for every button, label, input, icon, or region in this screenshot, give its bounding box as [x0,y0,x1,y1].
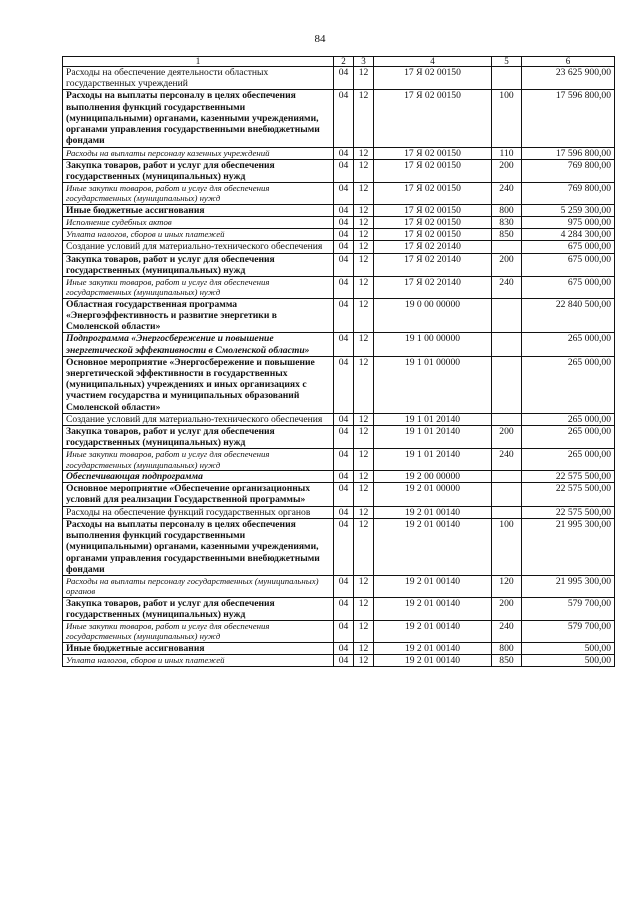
target-article-code: 19 2 01 00140 [374,654,492,666]
table-row [63,159,615,182]
subsection-code: 12 [354,449,374,471]
expense-type-code: 200 [492,253,522,276]
section-code: 04 [334,576,354,598]
target-article-code: 17 Я 02 20140 [374,253,492,276]
expense-type-code [492,298,522,333]
expense-type-code [492,483,522,506]
table-row [63,654,615,666]
row-name: Иные закупки товаров, работ и услуг для обеспечения государственных (муниципальных) нужд [63,449,334,471]
table-row [63,506,615,518]
target-article-code: 19 1 01 00000 [374,356,492,413]
expense-type-code: 120 [492,576,522,598]
amount: 17 596 800,00 [522,90,615,147]
section-code: 04 [334,241,354,253]
table-row [63,67,615,90]
amount: 265 000,00 [522,333,615,356]
amount: 500,00 [522,642,615,654]
target-article-code: 17 Я 02 00150 [374,90,492,147]
row-name: Закупка товаров, работ и услуг для обеспечения государственных (муниципальных) нужд [63,253,334,276]
section-code: 04 [334,216,354,228]
subsection-code: 12 [354,621,374,643]
table-row [63,229,615,241]
subsection-code: 12 [354,413,374,425]
row-name: Расходы на выплаты персоналу государственных (муниципальных) органов [63,576,334,598]
section-code: 04 [334,333,354,356]
subsection-code: 12 [354,183,374,205]
section-code: 04 [334,449,354,471]
target-article-code: 17 Я 02 00150 [374,183,492,205]
target-article-code: 19 2 01 00140 [374,518,492,575]
table-body [63,67,615,667]
page-number: 84 [314,33,326,45]
subsection-code: 12 [354,159,374,182]
row-name: Закупка товаров, работ и услуг для обеспечения государственных (муниципальных) нужд [63,426,334,449]
amount: 265 000,00 [522,449,615,471]
section-code: 04 [334,253,354,276]
subsection-code: 12 [354,277,374,299]
row-name: Иные закупки товаров, работ и услуг для обеспечения государственных (муниципальных) нужд [63,277,334,299]
table-row [63,621,615,643]
target-article-code: 19 1 00 00000 [374,333,492,356]
section-code: 04 [334,518,354,575]
subsection-code: 12 [354,654,374,666]
expense-type-code: 850 [492,654,522,666]
expense-type-code [492,356,522,413]
section-code: 04 [334,204,354,216]
table-row [63,471,615,483]
row-name: Исполнение судебных актов [63,216,334,228]
row-name: Создание условий для материально-технического обеспечения [63,241,334,253]
section-code: 04 [334,483,354,506]
expense-type-code: 200 [492,597,522,620]
amount: 4 284 300,00 [522,229,615,241]
amount: 21 995 300,00 [522,576,615,598]
amount: 675 000,00 [522,241,615,253]
table-row [63,183,615,205]
amount: 265 000,00 [522,413,615,425]
expense-type-code: 240 [492,449,522,471]
header-cell-6: 6 [522,57,615,67]
target-article-code: 17 Я 02 20140 [374,241,492,253]
amount: 22 840 500,00 [522,298,615,333]
target-article-code: 19 2 01 00000 [374,483,492,506]
subsection-code: 12 [354,241,374,253]
table-row [63,333,615,356]
subsection-code: 12 [354,204,374,216]
subsection-code: 12 [354,597,374,620]
amount: 17 596 800,00 [522,147,615,159]
expense-type-code: 240 [492,277,522,299]
section-code: 04 [334,67,354,90]
amount: 769 800,00 [522,183,615,205]
row-name: Иные бюджетные ассигнования [63,642,334,654]
section-code: 04 [334,506,354,518]
amount: 579 700,00 [522,621,615,643]
subsection-code: 12 [354,483,374,506]
section-code: 04 [334,90,354,147]
target-article-code: 19 1 01 20140 [374,426,492,449]
header-cell-2: 2 [334,57,354,67]
target-article-code: 17 Я 02 20140 [374,277,492,299]
expense-type-code: 200 [492,426,522,449]
expense-type-code [492,333,522,356]
row-name: Обеспечивающая подпрограмма [63,471,334,483]
amount: 22 575 500,00 [522,483,615,506]
amount: 675 000,00 [522,253,615,276]
row-name: Расходы на выплаты персоналу в целях обеспечения выполнения функций государственными (муниципальными) органами, казенными учреждениями, органами управления государственными внебюджетными фондами [63,518,334,575]
amount: 23 625 900,00 [522,67,615,90]
section-code: 04 [334,277,354,299]
section-code: 04 [334,356,354,413]
table-row [63,216,615,228]
expense-type-code [492,241,522,253]
subsection-code: 12 [354,298,374,333]
header-cell-3: 3 [354,57,374,67]
target-article-code: 17 Я 02 00150 [374,204,492,216]
section-code: 04 [334,183,354,205]
section-code: 04 [334,621,354,643]
row-name: Подпрограмма «Энергосбережение и повышение энергетической эффективности в Смоленской области» [63,333,334,356]
table-row [63,298,615,333]
table-row [63,413,615,425]
expense-type-code [492,413,522,425]
budget-table [62,56,615,667]
expense-type-code: 830 [492,216,522,228]
amount: 5 259 300,00 [522,204,615,216]
amount: 21 995 300,00 [522,518,615,575]
amount: 769 800,00 [522,159,615,182]
table-row [63,576,615,598]
section-code: 04 [334,298,354,333]
subsection-code: 12 [354,518,374,575]
row-name: Расходы на выплаты персоналу в целях обеспечения выполнения функций государственными (муниципальными) органами, казенными учреждениями, органами управления государственными внебюджетными фондами [63,90,334,147]
target-article-code: 19 2 01 00140 [374,642,492,654]
table-row [63,483,615,506]
row-name: Иные закупки товаров, работ и услуг для обеспечения государственных (муниципальных) нужд [63,183,334,205]
amount: 265 000,00 [522,426,615,449]
row-name: Расходы на выплаты персоналу казенных учреждений [63,147,334,159]
table-row [63,518,615,575]
expense-type-code: 110 [492,147,522,159]
amount: 675 000,00 [522,277,615,299]
subsection-code: 12 [354,471,374,483]
table-row [63,253,615,276]
header-cell-4: 4 [374,57,492,67]
subsection-code: 12 [354,67,374,90]
amount: 579 700,00 [522,597,615,620]
section-code: 04 [334,147,354,159]
amount: 22 575 500,00 [522,506,615,518]
row-name: Закупка товаров, работ и услуг для обеспечения государственных (муниципальных) нужд [63,159,334,182]
amount: 22 575 500,00 [522,471,615,483]
target-article-code: 17 Я 02 00150 [374,67,492,90]
table-row [63,241,615,253]
row-name: Создание условий для материально-технического обеспечения [63,413,334,425]
expense-type-code [492,67,522,90]
row-name: Расходы на обеспечение функций государственных органов [63,506,334,518]
subsection-code: 12 [354,576,374,598]
section-code: 04 [334,159,354,182]
subsection-code: 12 [354,333,374,356]
target-article-code: 17 Я 02 00150 [374,229,492,241]
row-name: Основное мероприятие «Энергосбережение и повышение энергетической эффективности в государственных (муниципальных) учреждениях и иных организациях с участием государства и муниципальных образований Смоленской области» [63,356,334,413]
section-code: 04 [334,471,354,483]
header-cell-1: 1 [63,57,334,67]
row-name: Областная государственная программа «Энергоэффективность и развитие энергетики в Смоленской области» [63,298,334,333]
table-header-row [63,57,615,67]
expense-type-code: 800 [492,204,522,216]
section-code: 04 [334,426,354,449]
table-row [63,426,615,449]
subsection-code: 12 [354,216,374,228]
section-code: 04 [334,642,354,654]
section-code: 04 [334,654,354,666]
target-article-code: 17 Я 02 00150 [374,159,492,182]
table-row [63,449,615,471]
expense-type-code: 240 [492,621,522,643]
target-article-code: 19 2 00 00000 [374,471,492,483]
header-cell-5: 5 [492,57,522,67]
table-row [63,356,615,413]
table-row [63,277,615,299]
row-name: Основное мероприятие «Обеспечение организационных условий для реализации Государственной программы» [63,483,334,506]
subsection-code: 12 [354,253,374,276]
target-article-code: 19 2 01 00140 [374,576,492,598]
table-row [63,642,615,654]
subsection-code: 12 [354,426,374,449]
subsection-code: 12 [354,90,374,147]
expense-type-code: 100 [492,518,522,575]
amount: 265 000,00 [522,356,615,413]
expense-type-code: 800 [492,642,522,654]
table-row [63,204,615,216]
amount: 975 000,00 [522,216,615,228]
table-row [63,90,615,147]
target-article-code: 17 Я 02 00150 [374,147,492,159]
target-article-code: 19 1 01 20140 [374,449,492,471]
expense-type-code [492,471,522,483]
row-name: Закупка товаров, работ и услуг для обеспечения государственных (муниципальных) нужд [63,597,334,620]
subsection-code: 12 [354,642,374,654]
subsection-code: 12 [354,229,374,241]
expense-type-code [492,506,522,518]
target-article-code: 19 0 00 00000 [374,298,492,333]
expense-type-code: 200 [492,159,522,182]
amount: 500,00 [522,654,615,666]
row-name: Иные бюджетные ассигнования [63,204,334,216]
subsection-code: 12 [354,147,374,159]
expense-type-code: 240 [492,183,522,205]
target-article-code: 19 2 01 00140 [374,597,492,620]
table-row [63,147,615,159]
table-row [63,597,615,620]
row-name: Расходы на обеспечение деятельности областных государственных учреждений [63,67,334,90]
expense-type-code: 100 [492,90,522,147]
section-code: 04 [334,597,354,620]
target-article-code: 19 1 01 20140 [374,413,492,425]
expense-type-code: 850 [492,229,522,241]
row-name: Уплата налогов, сборов и иных платежей [63,654,334,666]
target-article-code: 19 2 01 00140 [374,621,492,643]
section-code: 04 [334,413,354,425]
section-code: 04 [334,229,354,241]
subsection-code: 12 [354,356,374,413]
target-article-code: 19 2 01 00140 [374,506,492,518]
row-name: Уплата налогов, сборов и иных платежей [63,229,334,241]
subsection-code: 12 [354,506,374,518]
row-name: Иные закупки товаров, работ и услуг для обеспечения государственных (муниципальных) нужд [63,621,334,643]
target-article-code: 17 Я 02 00150 [374,216,492,228]
